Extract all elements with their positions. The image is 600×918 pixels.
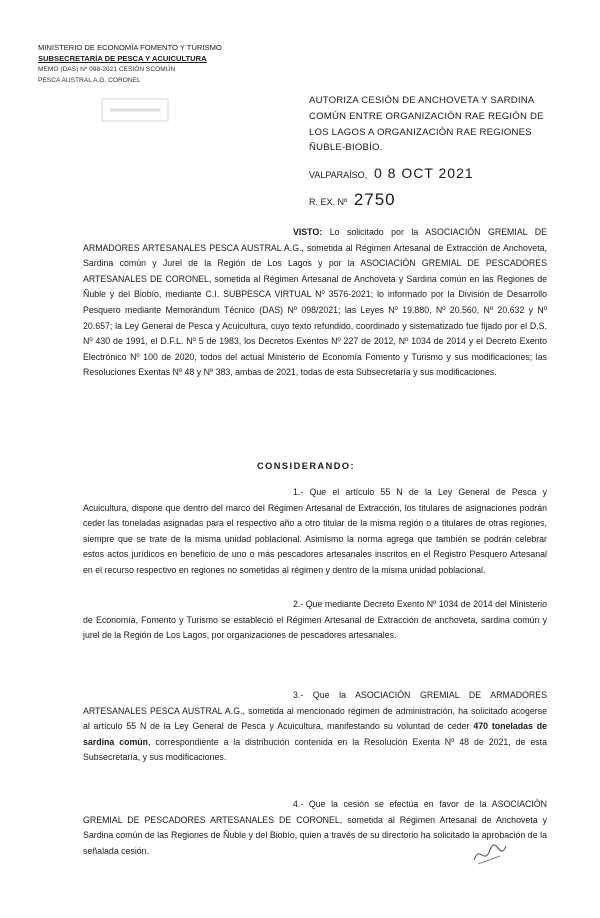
item-text: 1.- Que el artículo 55 N de la Ley General de Pesca y Acuicultura, dispone que dentro del marco del Régimen Artesanal de Extracción, los titulares de asignaciones podrán ceder las toneladas asignadas para el respectivo año a otro titular de la misma región o a titulares de otras regiones, siempre que se trate de la misma unidad poblacional. Asimismo la norma agrega que también se podrán celebrar estos actos jurídicos en beneficio de uno o más pescadores artesanales inscritos en el Registro Pesquero Artesanal en el recurso respectivo en regiones no sometidas al régimen y dentro de la misma unidad poblacional. (83, 487, 547, 575)
visto-paragraph (83, 225, 547, 381)
place-date (309, 166, 474, 184)
organization-reference: PESCA AUSTRAL A.G. CORONEL (38, 77, 141, 84)
item-text: , correspondiente a la distribución contenida en la Resolución Exenta Nº 48 de 2021, de esta Subsecretaría, y sus modificaciones. (83, 736, 547, 763)
initials-signature-icon (470, 838, 510, 868)
date-stamp: 0 8 OCT 2021 (373, 165, 474, 181)
place-label: VALPARAÍSO, (309, 170, 368, 180)
considerando-item-1 (83, 485, 547, 579)
title-line: ÑUBLE-BIOBÍO. (309, 142, 383, 154)
resolution-number (309, 192, 396, 211)
considerando-item-3 (83, 688, 547, 766)
resolution-label: R. EX. Nº (309, 197, 348, 207)
item-text: 4.- Que la cesión se efectúa en favor de la ASOCIACIÓN GREMIAL DE PESCADORES ARTESANALES DE CORONEL, sometida al Régimen Artesanal de Anchoveta y Sardina común de las Regiones de Ñuble y del Biobío, quien a través de su directorio ha solicitado la aprobación de la señalada cesión. (83, 799, 547, 856)
faded-stamp-icon (100, 95, 170, 125)
considerando-heading: CONSIDERANDO: (257, 461, 356, 471)
title-line: AUTORIZA CESIÓN DE ANCHOVETA Y SARDINA (309, 95, 535, 106)
ministry-name: MINISTERIO DE ECONOMÍA FOMENTO Y TURISMO (38, 43, 222, 52)
subsecretaria-name: SUBSECRETARÍA DE PESCA Y ACUICULTURA (38, 54, 207, 63)
document-title (309, 93, 564, 156)
item-text: 3.- Que la ASOCIACIÓN GREMIAL DE ARMADORES ARTESANALES PESCA AUSTRAL A.G., sometida al mencionado régimen de administración, ha solicitado acogerse al artículo 55 N de la Ley General de Pesca y Acuicultura, manifestando su voluntad de ceder (83, 690, 547, 732)
visto-label: VISTO: (293, 227, 323, 237)
resolution-value: 2750 (353, 190, 396, 209)
visto-text: Lo solicitado por la ASOCIACIÓN GREMIAL DE ARMADORES ARTESANALES PESCA AUSTRAL A.G., sometida al Régimen Artesanal de Extracción de Anchoveta, Sardina común y Jurel de la Región de Los Lagos y por la ASOCIACIÓN GREMIAL DE PESCADORES ARTESANALES DE CORONEL, sometida al Régimen Artesanal de Anchoveta y Sardina común en las Regiones de Ñuble y del Biobío, mediante C.I. SUBPESCA VIRTUAL Nº 3576-2021; lo informado por la División de Desarrollo Pesquero mediante Memorándum Técnico (DAS) Nº 098/2021; las Leyes Nº 19.880, Nº 20.560, Nº 20.632 y Nº 20.657; la Ley General de Pesca y Acuicultura, cuyo texto refundido, coordinado y sistematizado fue fijado por el D.S. Nº 430 de 1991, el D.F.L. Nº 5 de 1983, los Decretos Exentos Nº 227 de 2012, Nº 1034 de 2014 y el Decreto Exento Electrónico Nº 100 de 2020, todos del actual Ministerio de Economía Fomento y Turismo y sus modificaciones; las Resoluciones Exentas Nº 48 y Nº 383, ambas de 2021, todas de esta Subsecretaría y sus modificaciones. (83, 227, 547, 378)
memo-reference: MEMO (DAS) Nº 098-2021 CESIÓN SCOMÚN (38, 66, 176, 73)
letterhead (38, 42, 222, 86)
item-text: 2.- Que mediante Decreto Exento Nº 1034 de 2014 del Ministerio de Economía, Fomento y Turismo se estableció el Régimen Artesanal de Extracción de anchoveta, sardina común y jurel de la Región de Los Lagos, por organizaciones de pescadores artesanales. (83, 599, 547, 641)
item-emphasis: 470 toneladas de sardina común (83, 721, 547, 747)
title-line: COMÚN ENTRE ORGANIZACIÓN RAE REGIÓN DE (309, 110, 544, 122)
considerando-item-2 (83, 597, 547, 644)
title-line: LOS LAGOS A ORGANIZACIÓN RAE REGIONES (309, 126, 532, 138)
